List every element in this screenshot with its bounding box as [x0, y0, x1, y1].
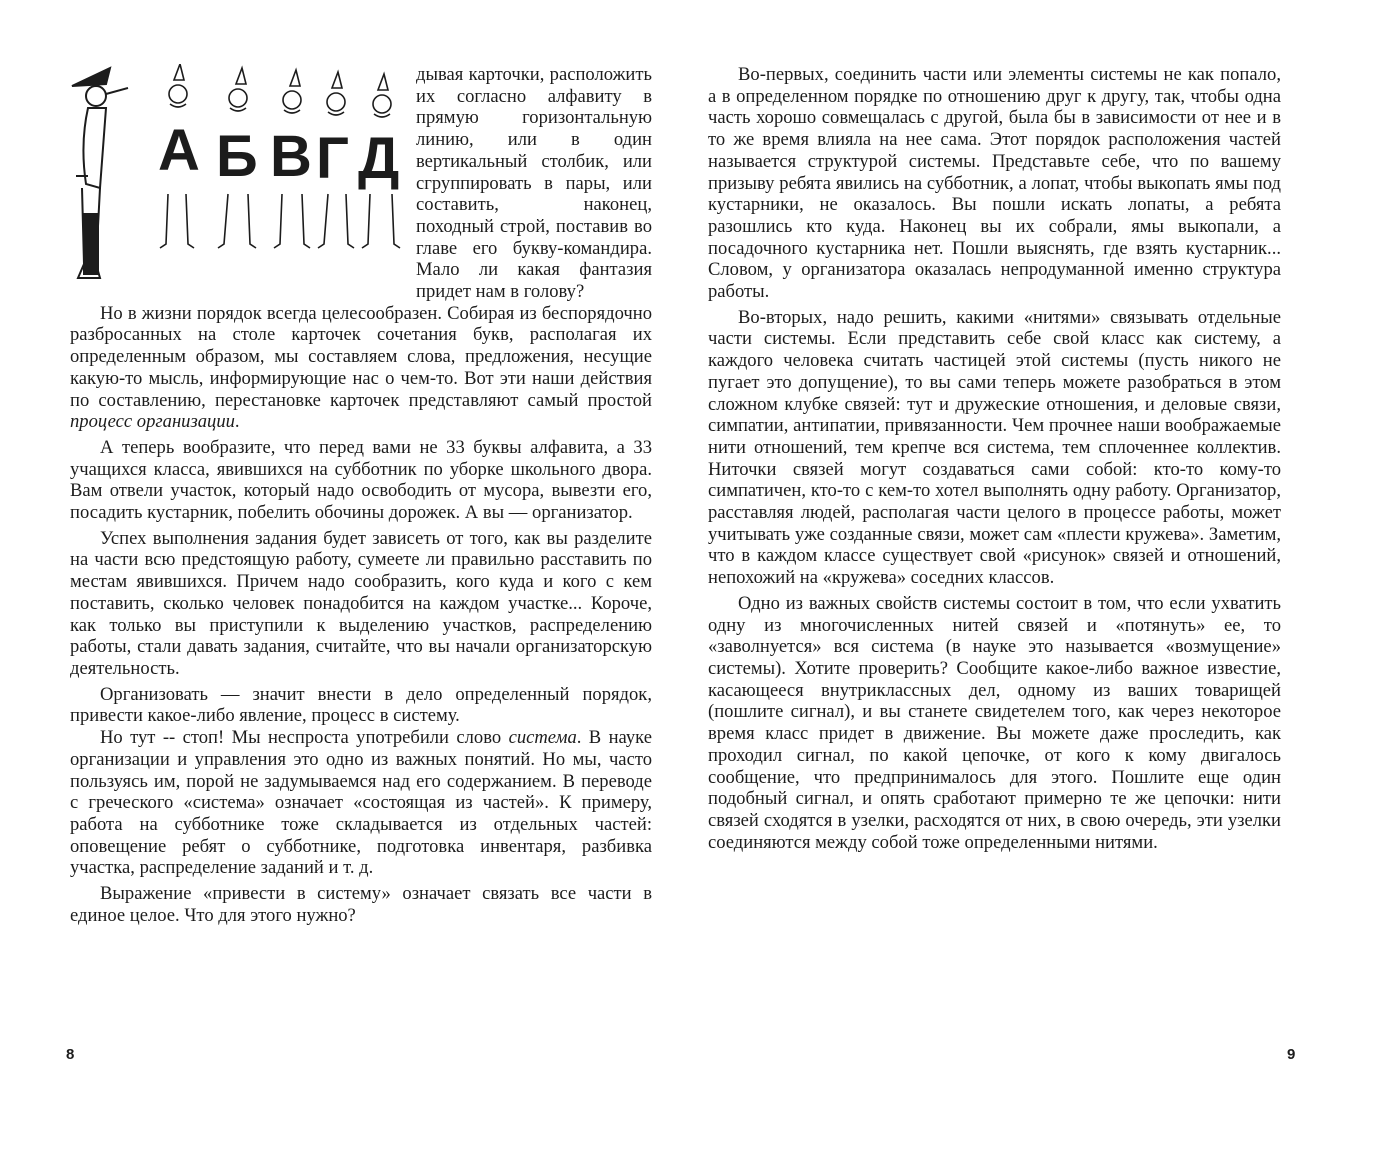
- left-paragraph-1: дывая карточки, расположить их согласно алфавиту в прямую горизонтальную линию, или в один вертикальный столбик, или сгруппировать в пары, или составить, наконец, походный строй, поставив во главе его букву-командира. Мало ли какая фантазия придет нам в голову?: [416, 64, 652, 303]
- page-number-left: 8: [66, 1046, 75, 1063]
- right-paragraph-2: Во-вторых, надо решить, какими «нитями» связывать отдельные части системы. Если представить себе свой класс как систему, а каждого человека считать частицей этой системы (пусть никого не пугает это допущение), то вы сами теперь можете разобраться в этом сложном клубке связей: тут и дружеские отношения, и деловые связи, симпатии, антипатии, привязанности. Чем прочнее наши воображаемые нити отношений, тем крепче вся система, тем сплоченнее коллектив. Ниточки связей могут создаваться сами собой: кто-то кому-то симпатичен, кто-то с кем-то хотел выполнять одну работу. Организатор, расставляя людей, располагая части целого в процессе работы, может учитывать уже созданные связи, может сам «плести кружева». Заметим, что в каждом классе существует свой «рисунок» связей и отношений, непохожий на «кружева» соседних классов.: [708, 306, 1281, 589]
- letter-g: Г: [316, 126, 349, 191]
- left-paragraph-6: [70, 727, 652, 879]
- letter-v: В: [270, 124, 312, 189]
- right-paragraph-1: Во-первых, соединить части или элементы системы не как попало, а в определенном порядке по отношению друг к другу, так, чтобы одна часть хорошо совмещалась с другой, была бы в зависимости от нее и в то же время влияла на нее сама. Этот порядок расположения частей называется структурой системы. Представьте себе, что по вашему призыву ребята явились на субботник, а лопат, чтобы выкопать ямы под кустарники, не оказалось. Вы пошли искать лопаты, а ребята разошлись кто куда. Наконец вы их собрали, ямы выкопали, а посадочного кустарника нет. Пошли выяснять, где взять кустарник... Словом, у организатора оказалась непродуманной именно структура работы.: [708, 64, 1281, 303]
- alphabet-soldiers-illustration: [70, 64, 410, 290]
- left-paragraph-2-end: .: [234, 411, 240, 433]
- illustration-svg: [70, 64, 410, 290]
- left-paragraph-3: А теперь вообразите, что перед вами не 33 буквы алфавита, а 33 учащихся класса, явившихся на субботник по уборке школьного двора. Вам отвели участок, который надо освободить от мусора, вывезти его, посадить кустарник, побелить обочины дорожек. А вы — организатор.: [70, 436, 652, 524]
- left-text-column: [70, 64, 652, 926]
- right-text-column: [708, 64, 1281, 853]
- left-paragraph-5: Организовать — значит внести в дело определенный порядок, привести какое-либо явление, процесс в систему.: [70, 683, 652, 727]
- left-paragraph-7: Выражение «привести в систему» означает связать все части в единое целое. Что для этого нужно?: [70, 883, 652, 926]
- term-system: система: [508, 727, 577, 749]
- letter-d: Д: [358, 126, 400, 191]
- page-number-right: 9: [1287, 1046, 1296, 1063]
- letter-a: А: [158, 118, 200, 183]
- left-paragraph-6-rest: . В науке организации и управления это одно из важных понятий. Но мы, часто пользуясь им, порой не задумываемся над его содержанием. В переводе с греческого «система» означает «состоящая из частей». К примеру, работа на субботнике тоже складывается из отдельных частей: оповещение ребят о субботнике, подготовка инвентаря, разбивка участка, распределение заданий и т. д.: [70, 727, 652, 879]
- term-organization-process: процесс организации: [70, 411, 235, 433]
- right-paragraph-3: Одно из важных свойств системы состоит в том, что если ухватить одну из многочисленных нитей связей и «потянуть» ее, то «заволнуется» вся система (в науке это называется «возмущение» системы). Хотите проверить? Сообщите какое-либо важное известие, касающееся внутриклассных дел, одному из ваших товарищей (пошлите сигнал), и вы станете свидетелем того, как через некоторое время класс придет в движение. Вы можете даже проследить, как проходил сигнал, по какой цепочке, от кого к кому двигалось сообщение, что предпринималось для этого. Пошлите еще один подобный сигнал, и опять сработают примерно те же цепочки: нити связей сходятся в узелки, расходятся от них, в свою очередь, эти узелки соединяются между собой тоже определенными нитями.: [708, 592, 1281, 853]
- letter-b: Б: [216, 124, 258, 189]
- commander-figure: [72, 68, 128, 278]
- left-paragraph-6-start: Но тут -- стоп! Мы неспроста употребили слово: [100, 727, 509, 749]
- left-paragraph-2: [70, 303, 652, 433]
- left-paragraph-2-text: Но в жизни порядок всегда целесообразен. Собирая из беспорядочно разбросанных на столе карточек сочетания букв, располагая их определенным образом, мы составляем слова, предложения, несущие какую-то мысль, информирующие нас о чем-то. Вот эти наши действия по составлению, перестановке карточек представляют самый простой: [70, 302, 652, 411]
- left-paragraph-4: Успех выполнения задания будет зависеть от того, как вы разделите на части всю предстоящую работу, сумеете ли правильно расставить по местам явившихся. Причем надо сообразить, кого куда и кого с кем поставить, сколько человек понадобится на каждом участке... Короче, как только вы приступили к выделению участков, распределению работы, стали давать задания, считайте, что вы начали организаторскую деятельность.: [70, 527, 652, 679]
- right-page: [692, 0, 1384, 1163]
